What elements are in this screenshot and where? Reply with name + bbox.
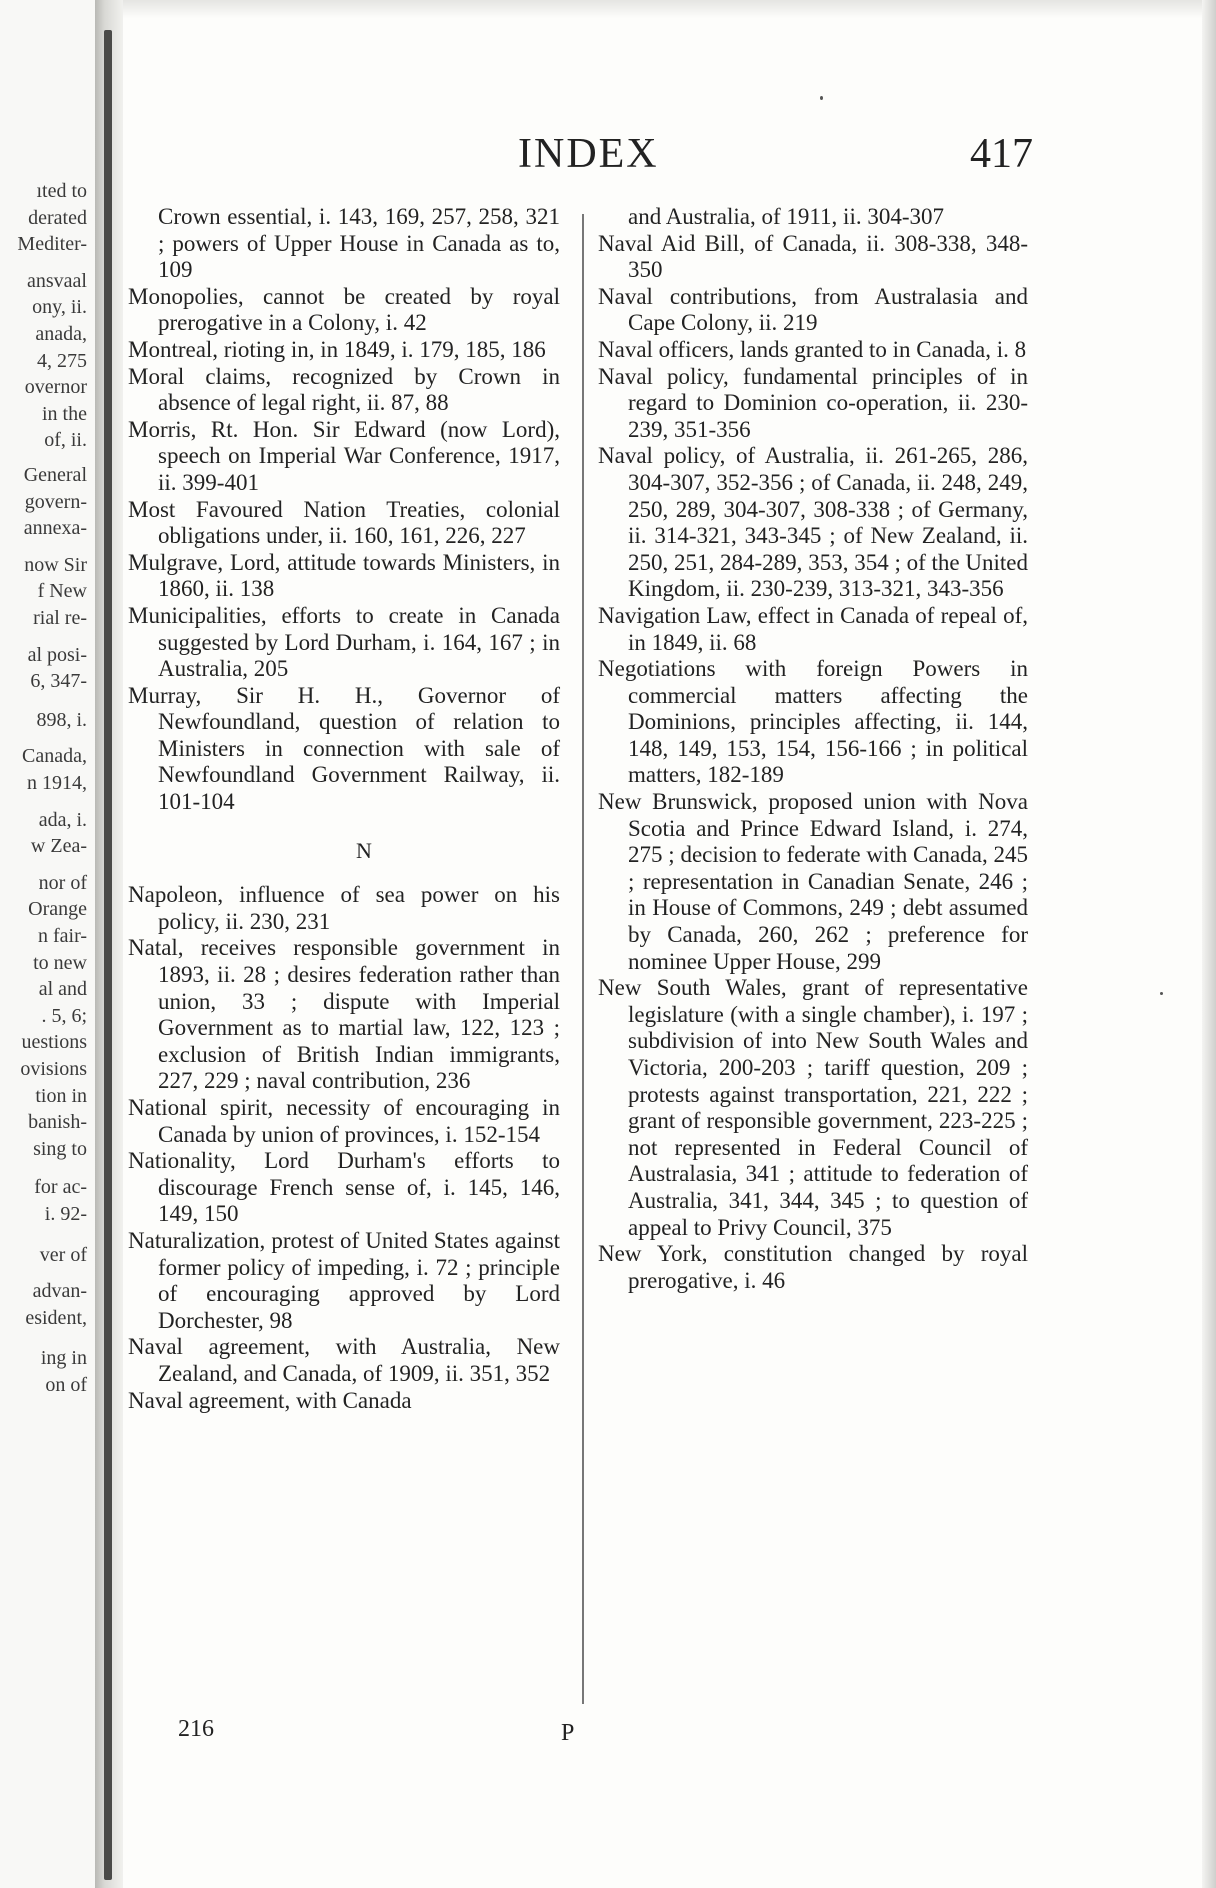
index-entry: Crown essential, i. 143, 169, 257, 258, 321 ; powers of Upper House in Canada as to, 109 — [158, 204, 560, 283]
adjacent-page-text: General — [23, 464, 87, 486]
adjacent-page-text: Orange — [28, 898, 87, 921]
index-entry: Naval Aid Bill, of Canada, ii. 308-338, 348-350 — [598, 230, 1028, 283]
section-letter: N — [356, 837, 372, 863]
index-column-left — [128, 204, 560, 1414]
adjacent-page-text: n fair- — [37, 925, 87, 947]
adjacent-page-text: ansvaal — [27, 269, 87, 292]
adjacent-page-text: esident, — [25, 1306, 87, 1329]
index-entry: Napoleon, influence of sea power on his policy, ii. 230, 231 — [128, 882, 560, 934]
adjacent-page-text: advan- — [32, 1280, 87, 1303]
adjacent-page-text: al posi- — [27, 643, 87, 666]
adjacent-page-text: Canada, — [22, 745, 87, 768]
page-top-shadow — [123, 0, 1203, 18]
adjacent-page-text: annexa- — [23, 517, 87, 540]
running-head — [123, 130, 1033, 190]
adjacent-page-text: nor of — [38, 871, 87, 894]
scan-speck — [820, 96, 823, 100]
index-entry: Murray, Sir H. H., Governor of Newfoundland, question of relation to Ministers in connection with sale of Newfoundland Government Railway, ii. 101-104 — [128, 682, 560, 815]
index-entry: Naval agreement, with Canada — [128, 1387, 412, 1413]
index-entry: Nationality, Lord Durham's efforts to discourage French sense of, i. 145, 146, 149, 150 — [128, 1148, 560, 1227]
adjacent-page-text: in the — [42, 402, 87, 425]
adjacent-page-text: f New — [37, 580, 87, 603]
adjacent-page-fragment — [0, 0, 95, 1888]
adjacent-page-text: on of — [45, 1374, 87, 1396]
adjacent-page-text: for ac- — [34, 1176, 87, 1199]
signature-number: 216 — [178, 1716, 214, 1742]
adjacent-page-text: ver of — [39, 1243, 87, 1266]
index-entry: Natal, receives responsible government in 1893, ii. 28 ; desires federation rather than union, 33 ; dispute with Imperial Government as to martial law, 122, 123 ; exclusion of British Indian immigrants, 227, 229 ; naval contribution, 236 — [128, 935, 560, 1094]
adjacent-page-text: ovisions — [20, 1058, 87, 1080]
adjacent-page-text: sing to — [33, 1137, 87, 1160]
index-entry: Most Favoured Nation Treaties, colonial obligations under, ii. 160, 161, 226, 227 — [128, 496, 560, 549]
index-entry: Montreal, rioting in, in 1849, i. 179, 185, 186 — [128, 336, 546, 362]
adjacent-page-text: w Zea- — [30, 835, 87, 858]
index-entry: Naval policy, of Australia, ii. 261-265, 286, 304-307, 352-356 ; of Canada, ii. 248, 249, 250, 289, 304-307, 308-338 ; of Germany, ii. 314-321, 343-345 ; of New Zealand, ii. 250, 251, 284-289, 353, 354 ; of the United Kingdom, ii. 230-239, 313-321, 343-356 — [598, 443, 1028, 602]
adjacent-page-text: i. 92- — [44, 1203, 87, 1225]
adjacent-page-text: now Sir — [24, 553, 87, 576]
adjacent-page-text: al and — [38, 978, 87, 1001]
adjacent-page-text: of, ii. — [44, 429, 87, 452]
index-entry: New Brunswick, proposed union with Nova Scotia and Prince Edward Island, i. 274, 275 ; decision to federate with Canada, 245 ; representation in Canadian Senate, 246 ; in House of Commons, 249 ; debt assumed by Canada, 260, 262 ; preference for nominee Upper House, 299 — [598, 789, 1028, 974]
index-entry: Naval officers, lands granted to in Canada, i. 8 — [598, 336, 1027, 362]
adjacent-page-text: ony, ii. — [32, 296, 87, 319]
adjacent-page-text: ada, i. — [38, 808, 87, 831]
adjacent-page-text: 6, 347- — [30, 670, 87, 693]
adjacent-page-text: 898, i. — [36, 708, 87, 731]
index-entry: Moral claims, recognized by Crown in absence of legal right, ii. 87, 88 — [128, 363, 560, 416]
index-entry: Negotiations with foreign Powers in commercial matters affecting the Dominions, principles affecting, ii. 144, 148, 149, 153, 154, 156-166 ; in political matters, 182-189 — [598, 656, 1028, 788]
index-column-right — [598, 204, 1028, 1294]
index-entry: Navigation Law, effect in Canada of repeal of, in 1849, ii. 68 — [598, 602, 1028, 655]
adjacent-page-text: 4, 275 — [37, 349, 87, 372]
signature-mark: P — [561, 1720, 575, 1746]
adjacent-page-text: uestions — [21, 1031, 87, 1054]
adjacent-page-text: Mediter- — [17, 233, 87, 256]
index-entry: New South Wales, grant of representative legislature (with a single chamber), i. 197 ; subdivision of into New South Wales and Victoria, 200-203 ; tariff question, 209 ; protests against transportation, 221, 222 ; grant of responsible government, 223-225 ; not represented in Federal Council of Australasia, 341 ; attitude to federation of Australia, 341, 344, 345 ; to question of appeal to Privy Council, 375 — [598, 975, 1028, 1240]
column-rule — [582, 214, 584, 1704]
page-right-edge — [1202, 0, 1216, 1888]
adjacent-page-text: derated — [28, 206, 87, 229]
adjacent-page-text: anada, — [35, 323, 87, 345]
adjacent-page-text: tion in — [35, 1084, 87, 1107]
adjacent-page-text: to new — [33, 951, 87, 974]
page-number: 417 — [970, 131, 1033, 177]
adjacent-page-text: rial re- — [33, 607, 87, 629]
binding-edge — [104, 30, 112, 1880]
scan-speck — [1160, 992, 1163, 995]
adjacent-page-text: govern- — [24, 490, 87, 513]
index-entry: Monopolies, cannot be created by royal prerogative in a Colony, i. 42 — [128, 283, 560, 336]
index-entry: Mulgrave, Lord, attitude towards Ministers, in 1860, ii. 138 — [128, 549, 560, 602]
index-entry: Morris, Rt. Hon. Sir Edward (now Lord), speech on Imperial War Conference, 1917, ii. 399-401 — [128, 416, 560, 495]
index-entry: Naturalization, protest of United States against former policy of impeding, i. 72 ; principle of encouraging approved by Lord Dorchester, 98 — [128, 1227, 560, 1333]
index-entry: and Australia, of 1911, ii. 304-307 — [628, 204, 944, 229]
adjacent-page-text: n 1914, — [27, 772, 87, 794]
adjacent-page-text: overnor — [24, 376, 87, 399]
index-entry: Naval policy, fundamental principles of in regard to Dominion co-operation, ii. 230-239, 351-356 — [598, 363, 1028, 442]
index-entry: New York, constitution changed by royal prerogative, i. 46 — [598, 1241, 1028, 1293]
index-entry: National spirit, necessity of encouraging in Canada by union of provinces, i. 152-154 — [128, 1095, 560, 1147]
index-entry: Municipalities, efforts to create in Canada suggested by Lord Durham, i. 164, 167 ; in Australia, 205 — [128, 602, 560, 682]
adjacent-page-text: ıted to — [36, 180, 87, 202]
running-title: INDEX — [518, 131, 659, 177]
index-entry: Naval contributions, from Australasia and Cape Colony, ii. 219 — [598, 283, 1028, 336]
adjacent-page-text: . 5, 6; — [41, 1004, 87, 1027]
index-entry: Naval agreement, with Australia, New Zealand, and Canada, of 1909, ii. 351, 352 — [128, 1334, 560, 1386]
adjacent-page-text: banish- — [28, 1111, 87, 1134]
adjacent-page-text: ing in — [40, 1347, 87, 1370]
